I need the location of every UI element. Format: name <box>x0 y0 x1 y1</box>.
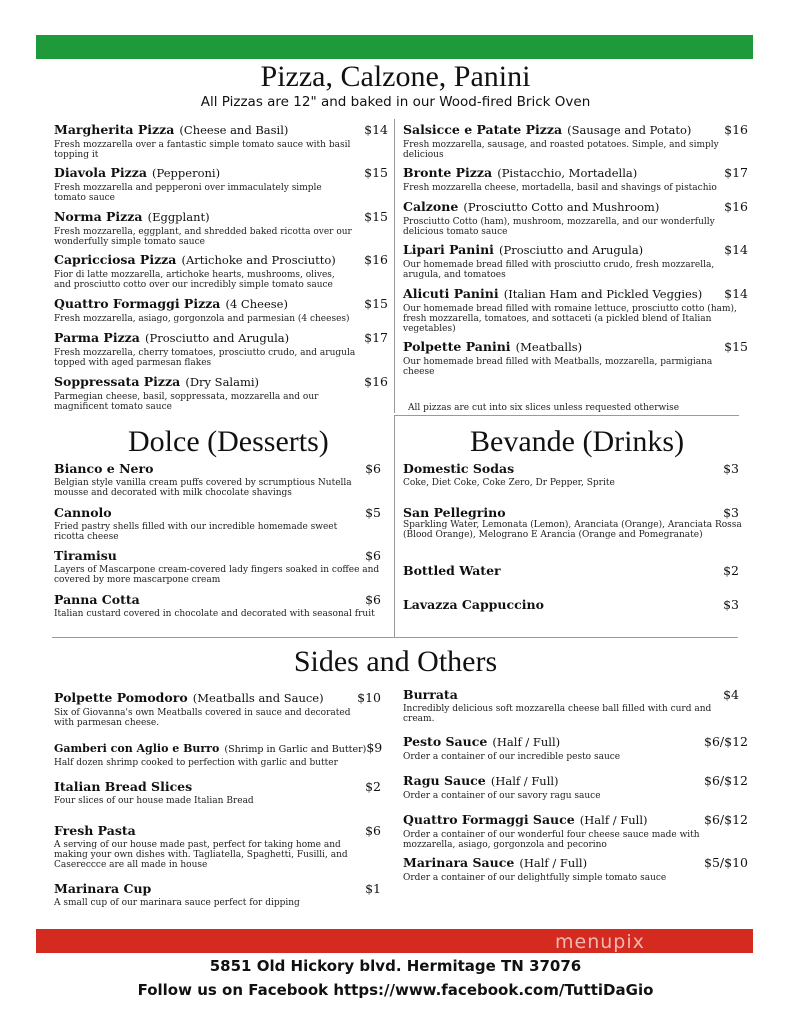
item-price: $16 <box>364 252 388 267</box>
item-price: $3 <box>723 505 739 520</box>
item-description: Fresh mozzarella, cherry tomatoes, prosciutto crudo, and arugula topped with aged parmesan flakes <box>54 348 356 368</box>
item-description: Fior di latte mozzarella, artichoke hearts, mushrooms, olives, and prosciutto cotto over our incredibly simple tomato sauce <box>54 270 335 290</box>
item-name: Alicuti Panini <box>403 286 499 301</box>
menu-item <box>403 283 748 334</box>
item-subtitle: (Pepperoni) <box>152 166 221 180</box>
dolce-bevande-divider <box>394 415 395 637</box>
item-price: $16 <box>364 374 388 389</box>
menu-item <box>54 249 388 290</box>
item-description: Order a container of our wonderful four cheese sauce made with mozzarella, asiago, gorgonzola and pecorino <box>403 830 700 850</box>
item-subtitle: (Meatballs) <box>515 340 583 354</box>
item-name: San Pellegrino <box>403 505 506 520</box>
pizza-note: All pizzas are cut into six slices unless requested otherwise <box>408 403 680 413</box>
item-price: $16 <box>724 122 748 137</box>
item-subtitle: (4 Cheese) <box>225 297 288 311</box>
item-name: Ragu Sauce <box>403 773 486 788</box>
item-price: $17 <box>364 330 388 345</box>
menu-item <box>54 592 381 619</box>
item-subtitle: (Meatballs and Sauce) <box>192 691 324 705</box>
item-subtitle: (Prosciutto and Arugula) <box>144 331 290 345</box>
item-subtitle: (Eggplant) <box>147 210 210 224</box>
item-name: Lavazza Cappuccino <box>403 597 544 612</box>
menu-item <box>54 119 388 160</box>
item-description: Fresh mozzarella cheese, mortadella, basil and shavings of pistachio <box>403 183 717 193</box>
item-description: Sparkling Water, Lemonata (Lemon), Aranciata (Orange), Aranciata Rossa (Blood Orange), Melograno E Arancia (Orange and Pomegranate) <box>403 520 742 540</box>
item-name: Bronte Pizza <box>403 165 493 180</box>
menu-item <box>403 687 739 724</box>
menu-item <box>54 505 381 542</box>
menu-item <box>403 461 739 488</box>
item-price: $4 <box>723 687 739 702</box>
menu-item <box>54 162 388 203</box>
item-price: $6/$12 <box>704 773 748 788</box>
item-subtitle: (Italian Ham and Pickled Veggies) <box>503 287 703 301</box>
item-price: $3 <box>723 597 739 612</box>
item-price: $9 <box>366 740 383 755</box>
item-subtitle: (Half / Full) <box>579 813 648 827</box>
menu-item <box>54 687 381 728</box>
top-color-band <box>36 35 753 59</box>
item-description: Fresh mozzarella, sausage, and roasted potatoes. Simple, and simply delicious <box>403 140 719 160</box>
item-price: $1 <box>365 881 381 896</box>
item-name: Bianco e Nero <box>54 461 154 476</box>
dolce-title: Dolce (Desserts) <box>128 425 329 458</box>
menu-item <box>403 196 748 237</box>
menu-item <box>403 119 748 160</box>
item-name: Italian Bread Slices <box>54 779 193 794</box>
item-description: Layers of Mascarpone cream-covered lady fingers soaked in coffee and covered by more mascarpone cream <box>54 565 380 585</box>
item-subtitle: (Prosciutto and Arugula) <box>499 243 644 257</box>
menu-item <box>54 206 388 247</box>
item-description: Our homemade bread filled with prosciutto crudo, fresh mozzarella, arugula, and tomatoes <box>403 260 715 280</box>
item-name: Pesto Sauce <box>403 734 488 749</box>
page-subtitle: All Pizzas are 12" and baked in our Wood-fired Brick Oven <box>200 94 591 110</box>
page-title: Pizza, Calzone, Panini <box>260 60 531 93</box>
item-description: Order a container of our savory ragu sauce <box>403 791 601 801</box>
item-description: Fresh mozzarella and pepperoni over immaculately simple tomato sauce <box>54 183 322 203</box>
menu-item <box>54 327 388 368</box>
item-price: $14 <box>364 122 388 137</box>
item-description: Six of Giovanna's own Meatballs covered in sauce and decorated with parmesan cheese. <box>54 708 351 728</box>
menu-item <box>403 505 742 540</box>
item-price: $5/$10 <box>704 855 748 870</box>
item-price: $3 <box>723 461 739 476</box>
item-description: Four slices of our house made Italian Bread <box>54 796 254 806</box>
menu-item <box>54 779 381 806</box>
item-name: Salsicce e Patate Pizza <box>403 122 563 137</box>
menu-item <box>403 809 748 850</box>
menu-item <box>403 162 748 193</box>
pizza-column-divider <box>394 119 395 413</box>
item-price: $15 <box>724 339 748 354</box>
item-price: $6 <box>365 461 381 476</box>
item-description: Order a container of our delightfully simple tomato sauce <box>403 873 667 883</box>
item-price: $6/$12 <box>704 734 748 749</box>
item-price: $15 <box>364 296 388 311</box>
item-name: Fresh Pasta <box>54 823 136 838</box>
item-description: A small cup of our marinara sauce perfect for dipping <box>54 898 300 908</box>
item-price: $15 <box>364 209 388 224</box>
item-name: Tiramisu <box>54 548 117 563</box>
item-name: Norma Pizza <box>54 209 143 224</box>
footer-address: 5851 Old Hickory blvd. Hermitage TN 37076 <box>209 957 582 975</box>
item-description: Order a container of our incredible pesto sauce <box>403 752 621 762</box>
item-subtitle: (Dry Salami) <box>185 375 260 389</box>
item-description: Prosciutto Cotto (ham), mushroom, mozzarella, and our wonderfully delicious tomato sauce <box>403 217 715 237</box>
bottom-color-band <box>36 929 753 953</box>
menu-item <box>54 461 381 498</box>
watermark-logo: menupix <box>555 931 645 953</box>
item-name: Capricciosa Pizza <box>54 252 177 267</box>
item-name: Polpette Panini <box>403 339 511 354</box>
item-price: $5 <box>365 505 381 520</box>
menu-item <box>403 597 739 612</box>
item-subtitle: (Prosciutto Cotto and Mushroom) <box>463 200 660 214</box>
bevande-title: Bevande (Drinks) <box>470 425 685 458</box>
item-price: $16 <box>724 199 748 214</box>
item-description: A serving of our house made past, perfect for taking home and making your own dishes with. Tagliatella, Spaghetti, Fusilli, and Casereccce are all made in house <box>54 840 348 870</box>
item-price: $2 <box>365 779 381 794</box>
item-name: Burrata <box>403 687 458 702</box>
item-subtitle: (Cheese and Basil) <box>179 123 289 137</box>
menu-item <box>54 881 381 908</box>
item-name: Polpette Pomodoro <box>54 690 188 705</box>
item-name: Panna Cotta <box>54 592 140 607</box>
item-name: Soppressata Pizza <box>54 374 181 389</box>
dolce-section-rule <box>52 637 738 638</box>
menu-item <box>403 336 748 377</box>
item-description: Fresh mozzarella, eggplant, and shredded baked ricotta over our wonderfully simple tomato sauce <box>54 227 352 247</box>
menu-item <box>54 737 381 768</box>
item-name: Gamberi con Aglio e Burro <box>54 742 220 755</box>
item-price: $14 <box>724 286 748 301</box>
item-description: Parmegian cheese, basil, soppressata, mozzarella and our magnificent tomato sauce <box>54 392 319 412</box>
menu-item <box>403 770 748 801</box>
item-name: Diavola Pizza <box>54 165 147 180</box>
item-description: Fresh mozzarella over a fantastic simple tomato sauce with basil topping it <box>54 140 351 160</box>
menu-item <box>54 548 381 585</box>
item-name: Domestic Sodas <box>403 461 515 476</box>
item-price: $6/$12 <box>704 812 748 827</box>
item-subtitle: (Artichoke and Prosciutto) <box>181 253 336 267</box>
item-price: $6 <box>365 548 381 563</box>
item-subtitle: (Half / Full) <box>519 856 588 870</box>
item-description: Our homemade bread filled with romaine lettuce, prosciutto cotto (ham), fresh mozzarella, tomatoes, and sottaceti (a pickled blend of Italian vegetables) <box>403 304 737 334</box>
item-price: $14 <box>724 242 748 257</box>
item-name: Parma Pizza <box>54 330 140 345</box>
menu-item <box>54 823 381 870</box>
item-name: Calzone <box>403 199 459 214</box>
item-price: $17 <box>724 165 748 180</box>
item-name: Margherita Pizza <box>54 122 175 137</box>
menu-item <box>54 371 388 412</box>
menu-item <box>403 731 748 762</box>
item-description: Our homemade bread filled with Meatballs, mozzarella, parmigiana cheese <box>403 357 713 377</box>
item-price: $2 <box>723 563 739 578</box>
menu-item <box>403 852 748 883</box>
item-description: Fresh mozzarella, asiago, gorgonzola and parmesian (4 cheeses) <box>54 314 350 324</box>
item-name: Marinara Cup <box>54 881 152 896</box>
item-price: $15 <box>364 165 388 180</box>
item-description: Coke, Diet Coke, Coke Zero, Dr Pepper, Sprite <box>403 478 615 488</box>
item-description: Half dozen shrimp cooked to perfection with garlic and butter <box>54 758 338 768</box>
item-subtitle: (Shrimp in Garlic and Butter) <box>224 744 367 755</box>
item-subtitle: (Sausage and Potato) <box>567 123 692 137</box>
item-name: Cannolo <box>54 505 112 520</box>
item-name: Quattro Formaggi Pizza <box>54 296 221 311</box>
item-description: Belgian style vanilla cream puffs covered by scrumptious Nutella mousse and decorated with milk chocolate shavings <box>54 478 352 498</box>
item-name: Bottled Water <box>403 563 501 578</box>
item-name: Marinara Sauce <box>403 855 515 870</box>
item-description: Fried pastry shells filled with our incredible homemade sweet ricotta cheese <box>54 522 338 542</box>
item-subtitle: (Half / Full) <box>490 774 559 788</box>
item-subtitle: (Half / Full) <box>492 735 561 749</box>
item-price: $6 <box>365 823 381 838</box>
item-description: Italian custard covered in chocolate and decorated with seasonal fruit <box>54 609 375 619</box>
item-subtitle: (Pistacchio, Mortadella) <box>497 166 638 180</box>
menu-item <box>403 239 748 280</box>
item-name: Quattro Formaggi Sauce <box>403 812 575 827</box>
sides-title: Sides and Others <box>293 645 498 678</box>
menu-item <box>403 563 739 578</box>
pizza-section-rule <box>394 415 739 416</box>
menu-item <box>54 293 388 324</box>
footer-facebook-link[interactable]: Follow us on Facebook https://www.facebook.com/TuttiDaGio <box>137 981 654 999</box>
item-price: $6 <box>365 592 381 607</box>
item-name: Lipari Panini <box>403 242 494 257</box>
item-description: Incredibly delicious soft mozzarella cheese ball filled with curd and cream. <box>403 704 712 724</box>
item-price: $10 <box>357 690 381 705</box>
